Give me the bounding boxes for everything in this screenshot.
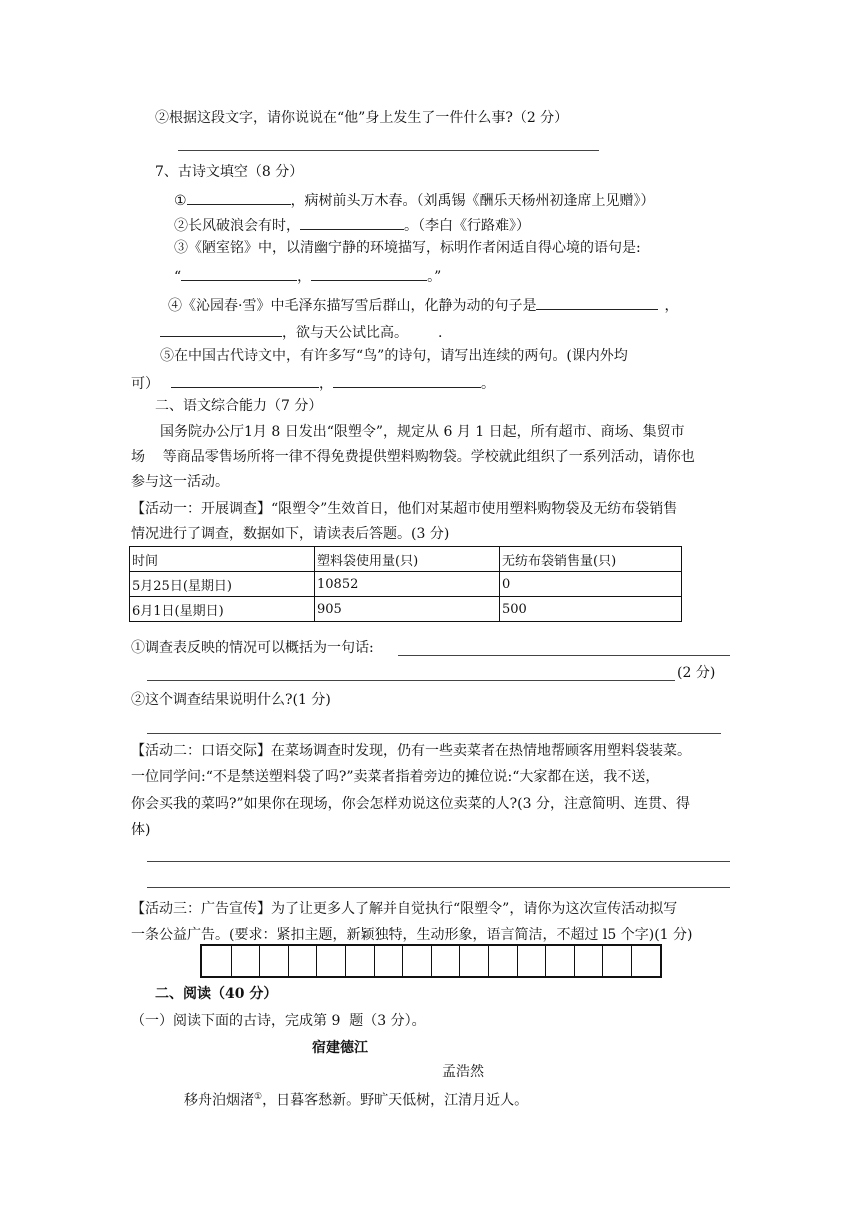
q7-title: 7、古诗文填空（8 分）: [155, 164, 304, 180]
activity1-q1-prompt: ①调查表反映的情况可以概括为一句话:: [131, 640, 374, 656]
activity2-line-4: 体): [131, 822, 151, 838]
q7-item3-comma: ，: [297, 269, 312, 285]
q7-item4-blank-2[interactable]: [160, 320, 282, 337]
q7-item3-open-quote: “: [174, 269, 182, 285]
table-header-cell: 无纺布袋销售量(只): [500, 547, 682, 572]
activity3-line-2: 一条公益广告。(要求：紧扣主题，新颖独特，生动形象，语言简洁，不超过 l5 个字)(1 分): [131, 927, 693, 943]
section2-intro-line-1: 国务院办公厅1月 8 日发出“限塑令”，规定从 6 月 1 日起，所有超市、商场、集贸市: [160, 424, 685, 440]
activity2-line-1: 【活动二：口语交际】在菜场调查时发现，仍有一些卖菜者在热情地帮顾客用塑料袋装菜。: [131, 743, 691, 759]
q7-item4-comma: ，: [664, 298, 679, 314]
table-header-cell: 时间: [130, 547, 315, 572]
reading-part1-prompt: （一）阅读下面的古诗，完成第 9 题（3 分）。: [131, 1013, 426, 1029]
poem-title: 宿建德江: [312, 1040, 368, 1056]
activity2-answer-line-1[interactable]: [147, 861, 730, 862]
grid-cell[interactable]: [431, 946, 460, 976]
table-cell: 500: [500, 597, 682, 622]
activity1-line-2: 情况进行了调查，数据如下，请读表后答题。(3 分): [131, 526, 450, 542]
grid-cell[interactable]: [459, 946, 488, 976]
q7-item5-blank-1[interactable]: [171, 371, 319, 388]
table-cell: 6月1日(星期日): [130, 597, 315, 622]
grid-cell[interactable]: [231, 946, 260, 976]
grid-cell[interactable]: [517, 946, 546, 976]
table-header-row: [130, 547, 682, 572]
activity1-q2-prompt: ②这个调查结果说明什么?(1 分): [131, 692, 331, 708]
q7-item1-pre: ①: [174, 193, 187, 209]
table-cell: 5月25日(星期日): [130, 572, 315, 597]
q7-item3-prompt: ③《陋室铭》中，以清幽宁静的环境描写，标明作者闲适自得心境的语句是:: [174, 240, 641, 256]
grid-cell[interactable]: [345, 946, 374, 976]
grid-cell[interactable]: [574, 946, 603, 976]
reading-title: 二、阅读（40 分）: [155, 986, 278, 1002]
q7-item4-dot: .: [438, 325, 443, 341]
grid-cell[interactable]: [316, 946, 345, 976]
section2-intro-line-2: 场 等商品零售场所将一律不得免费提供塑料购物袋。学校就此组织了一系列活动，请你也: [131, 449, 695, 465]
q7-item5-pre: 可）: [131, 376, 159, 392]
activity1-line-1: 【活动一：开展调查】“限塑令”生效首日，他们对某超市使用塑料购物袋及无纺布袋销售: [131, 501, 678, 517]
activity2-answer-line-2[interactable]: [147, 887, 730, 888]
q7-item5-answer: [131, 371, 495, 394]
q7-item2-pre: ②长风破浪会有时，: [174, 218, 300, 234]
grid-cell[interactable]: [631, 946, 660, 976]
activity1-q1-score: (2 分): [677, 665, 716, 681]
q7-item5-post: 。: [481, 376, 495, 392]
q7-item1-blank[interactable]: [187, 188, 291, 205]
table-row: [130, 597, 682, 622]
poem-line-a: 移舟泊烟渚: [184, 1092, 254, 1109]
q7-item1: [174, 188, 655, 211]
q7-item5-blank-2[interactable]: [333, 371, 481, 388]
poem-footnote-marker: ①: [254, 1092, 263, 1102]
q7-item2-post: 。（李白《行路难》）: [404, 218, 530, 234]
poem-author: 孟浩然: [442, 1064, 484, 1080]
grid-cell[interactable]: [602, 946, 631, 976]
grid-cell[interactable]: [402, 946, 431, 976]
q7-item3-blank-2[interactable]: [311, 264, 427, 281]
q7-item2-blank[interactable]: [300, 213, 404, 230]
grid-cell[interactable]: [259, 946, 288, 976]
grid-cell[interactable]: [374, 946, 403, 976]
activity1-q1-answer-line-2[interactable]: [147, 680, 675, 681]
table-header-cell: 塑料袋使用量(只): [315, 547, 500, 572]
activity1-q1-answer-line-1[interactable]: [398, 655, 730, 656]
q6-2-prompt: ②根据这段文字，请你说说在“他”身上发生了一件什么事?（2 分）: [155, 110, 569, 126]
q7-item4-answer: [160, 320, 442, 343]
q7-item4-text: ④《沁园春·雪》中毛泽东描写雪后群山，化静为动的句子是: [168, 298, 537, 314]
table-cell: 905: [315, 597, 500, 622]
grid-cell[interactable]: [488, 946, 517, 976]
section2-title: 二、语文综合能力（7 分）: [155, 398, 323, 414]
poem-line-b: ，日暮客愁新。野旷天低树，江清月近人。: [262, 1092, 529, 1109]
ad-answer-grid[interactable]: [200, 944, 662, 978]
q7-item1-post: ，病树前头万木春。（刘禹锡《酬乐天杨州初逢席上见赠》）: [290, 193, 655, 209]
q7-item4-blank-1[interactable]: [536, 293, 658, 310]
grid-cell[interactable]: [202, 946, 231, 976]
q7-item3-answer: [174, 264, 441, 287]
section2-intro-line-3: 参与这一活动。: [131, 474, 229, 490]
q7-item3-close-quote: 。”: [427, 269, 442, 285]
table-row: [130, 572, 682, 597]
q7-item2: [174, 213, 530, 236]
activity2-line-3: 你会买我的菜吗?”如果你在现场，你会怎样劝说这位卖菜的人?(3 分，注意简明、连贯、得: [131, 796, 690, 812]
activity3-line-1: 【活动三：广告宣传】为了让更多人了解并自觉执行“限塑令”，请你为这次宣传活动拟写: [131, 901, 678, 917]
table-cell: 0: [500, 572, 682, 597]
q7-item3-blank-1[interactable]: [181, 264, 297, 281]
poem-text: [184, 1087, 528, 1111]
table-cell: 10852: [315, 572, 500, 597]
activity1-q2-answer-line[interactable]: [147, 733, 721, 734]
q7-item4-post: ，欲与天公试比高。: [282, 325, 408, 341]
survey-table: [129, 546, 682, 622]
activity2-line-2: 一位同学问:“不是禁送塑料袋了吗?”卖菜者指着旁边的摊位说:“大家都在送，我不送，: [131, 769, 660, 785]
grid-cell[interactable]: [545, 946, 574, 976]
grid-cell[interactable]: [288, 946, 317, 976]
q7-item5-prompt: ⑤在中国古代诗文中，有许多写“鸟”的诗句，请写出连续的两句。(课内外均: [160, 348, 628, 364]
q7-item5-comma: ，: [319, 376, 333, 392]
q6-2-answer-line[interactable]: [178, 150, 599, 151]
q7-item4-prompt: [168, 293, 678, 316]
